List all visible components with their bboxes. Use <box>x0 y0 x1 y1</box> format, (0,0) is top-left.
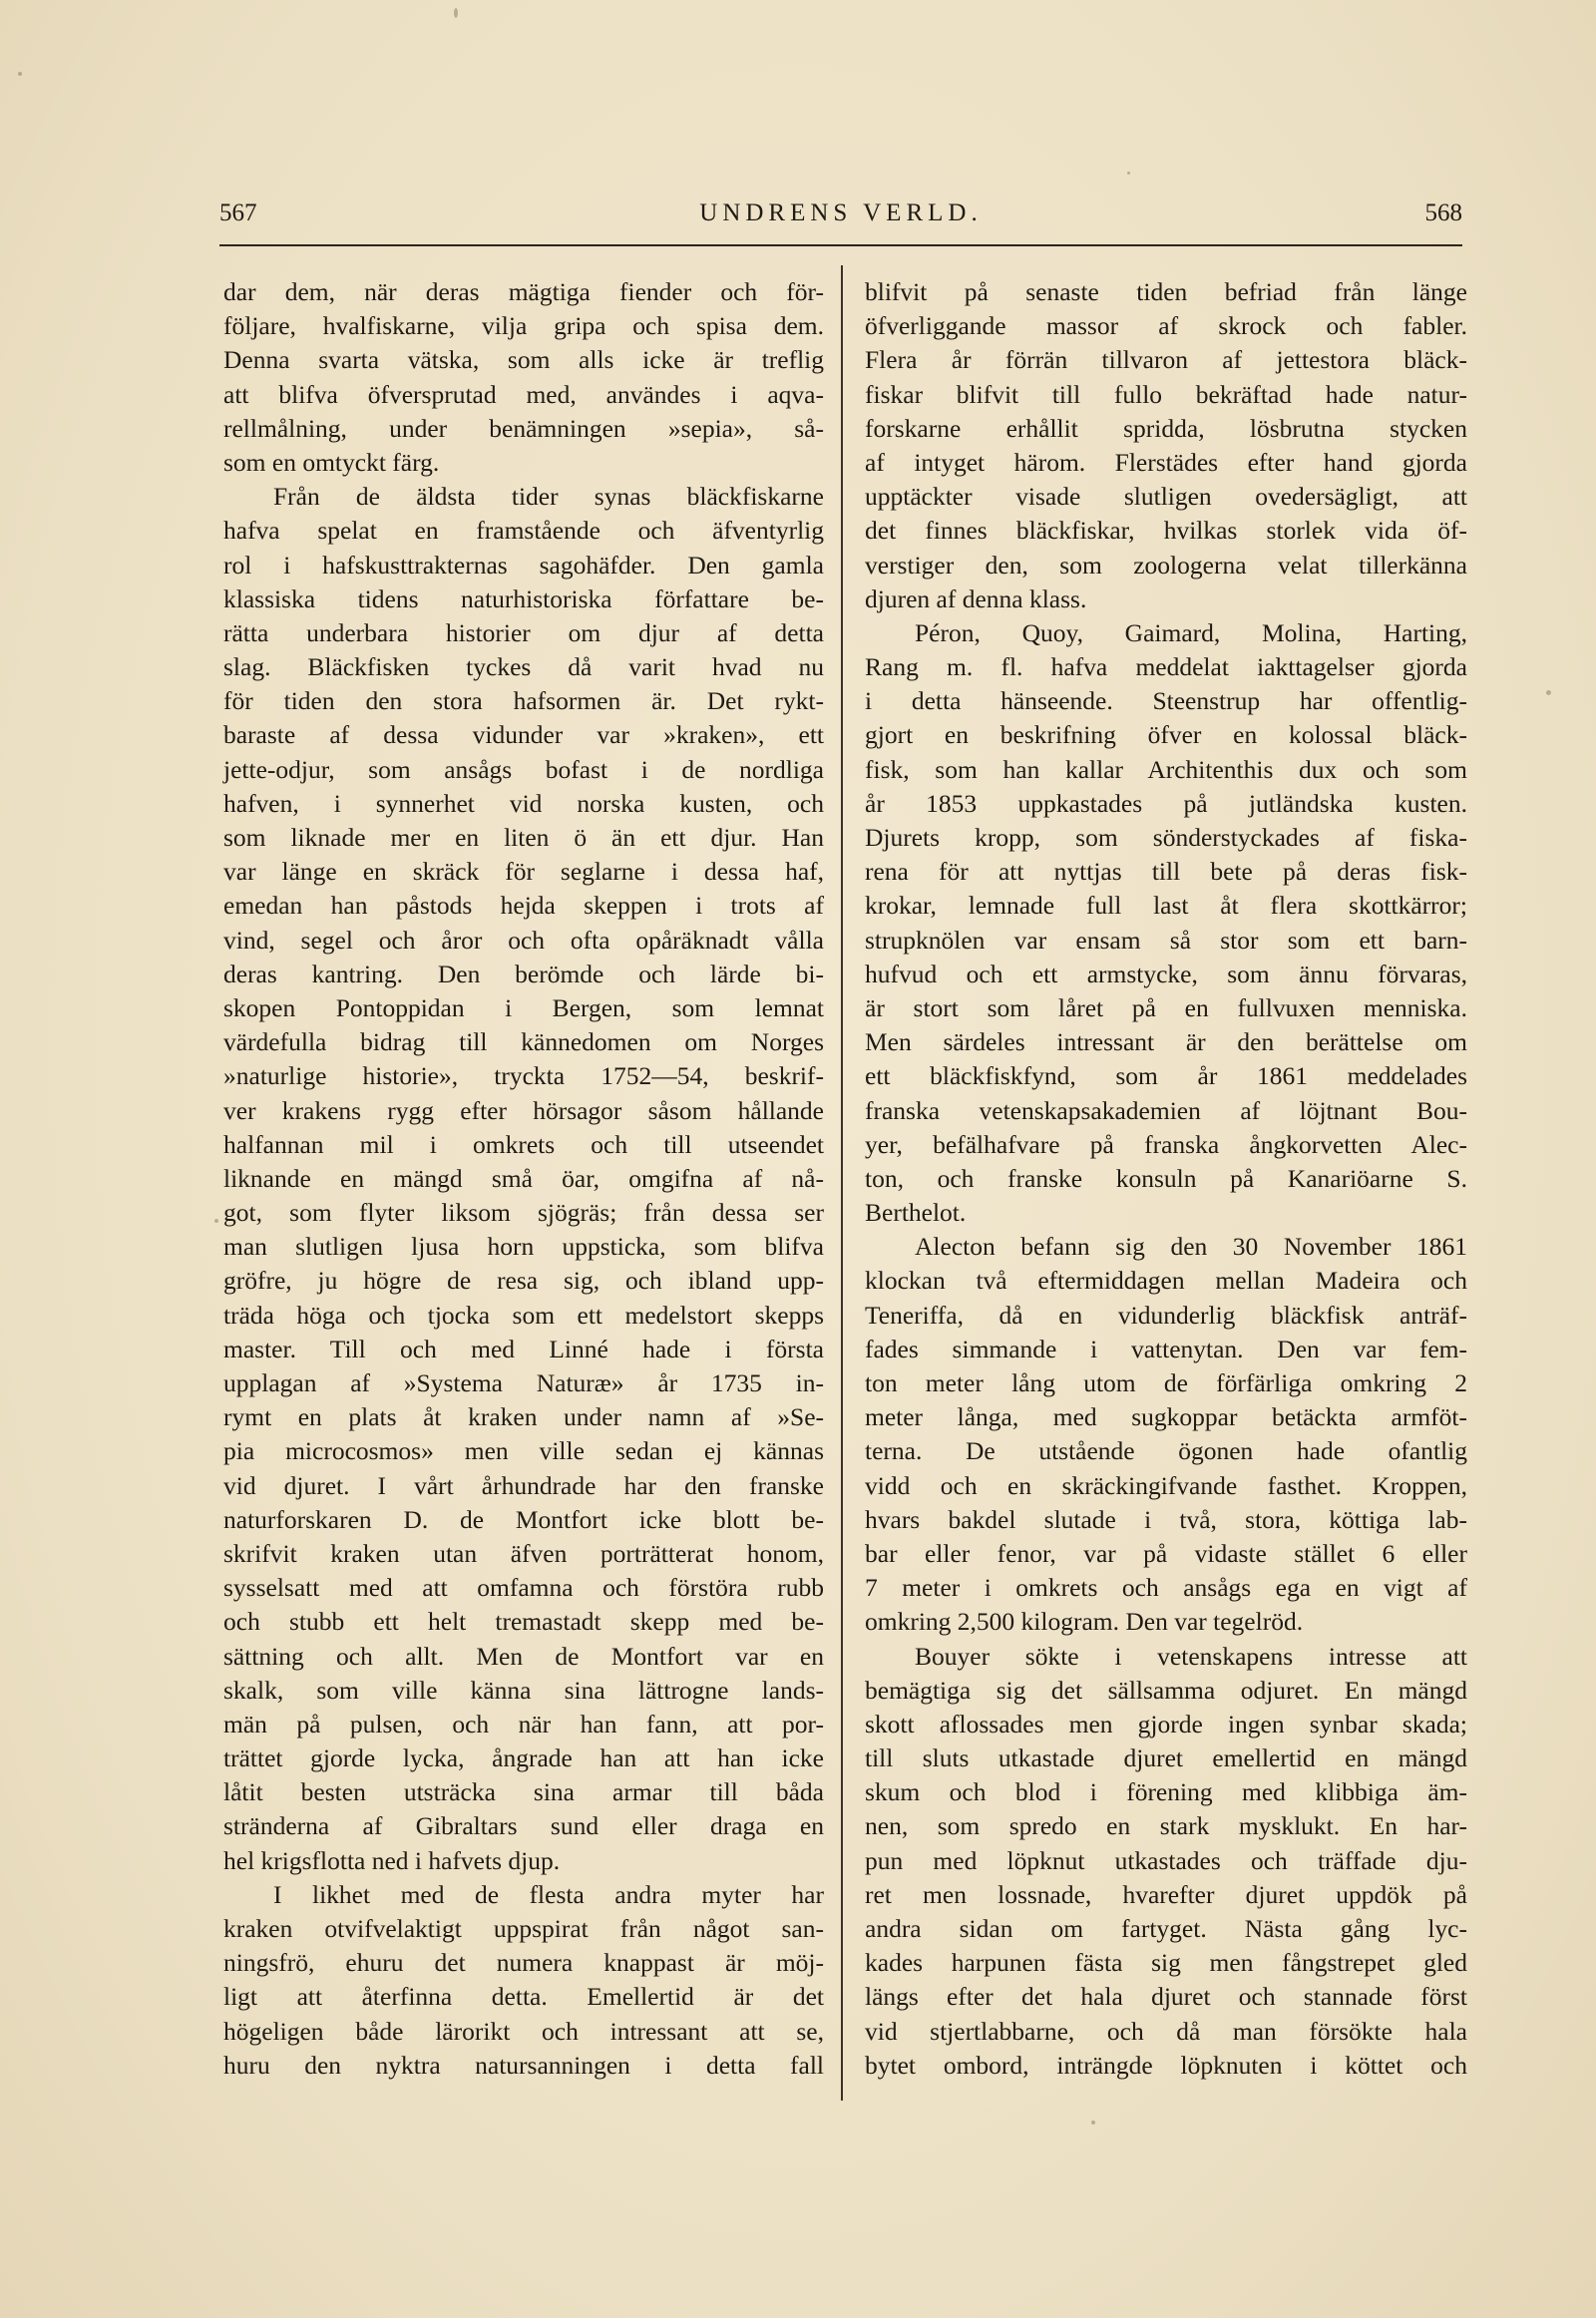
text-line: strupknölen var ensam så stor som ett barn- <box>865 925 1467 955</box>
text-line: rätta underbara historier om djur af detta <box>223 617 824 647</box>
paper-speck <box>1546 690 1551 695</box>
text-line: huru den nyktra natursanningen i detta fall <box>223 2050 824 2080</box>
text-line: got, som flyter liksom sjögräs; från dessa ser <box>223 1198 824 1228</box>
text-line: Rang m. fl. hafva meddelat iakttagelser gjorda <box>865 652 1467 682</box>
text-line: trättet gjorde lycka, ångrade han att han icke <box>223 1743 824 1773</box>
text-line: pun med löpknut utkastades och träffade dju- <box>865 1845 1467 1875</box>
text-line: klassiska tidens naturhistoriska författare be- <box>223 583 824 613</box>
text-line: Djurets kropp, som sönderstyckades af fiska- <box>865 823 1467 852</box>
text-line: det finnes bläckfiskar, hvilkas storlek vida öf- <box>865 516 1467 546</box>
text-line: bar eller fenor, var på vidaste stället 6 eller <box>865 1538 1467 1568</box>
text-line: högeligen både lärorikt och intressant att se, <box>223 2016 824 2046</box>
text-line: hafva spelat en framstående och äfventyrlig <box>223 516 824 546</box>
text-line: som liknade mer en liten ö än ett djur. Han <box>223 823 824 852</box>
text-line: baraste af dessa vidunder var »kraken», ett <box>223 720 824 750</box>
page-number-right: 568 <box>1424 199 1462 226</box>
text-line: rol i hafskusttrakternas sagohäfder. Den gamla <box>223 550 824 580</box>
text-line: fades simmande i vattenytan. Den var fem- <box>865 1334 1467 1363</box>
page-header <box>219 199 1462 239</box>
text-line: och stubb ett helt tremastadt skepp med be- <box>223 1607 824 1637</box>
text-line: ningsfrö, ehuru det numera knappast är möj- <box>223 1948 824 1978</box>
text-line: vid djuret. I vårt århundrade har den franske <box>223 1470 824 1500</box>
text-line: skalk, som ville känna sina lättrogne lands- <box>223 1675 824 1705</box>
text-line: var länge en skräck för seglarne i dessa haf, <box>223 857 824 887</box>
text-line: som en omtyckt färg. <box>223 447 440 477</box>
text-line: Teneriffa, då en vidunderlig bläckfisk anträf- <box>865 1300 1467 1330</box>
text-line: till sluts utkastade djuret emellertid en mängd <box>865 1743 1467 1773</box>
text-line: rellmålning, under benämningen »sepia», så- <box>223 413 824 443</box>
text-line: skopen Pontoppidan i Bergen, som lemnat <box>223 992 824 1022</box>
paper-speck <box>454 8 458 18</box>
text-line: hvars bakdel slutade i två, stora, köttiga lab- <box>865 1504 1467 1534</box>
text-line: är stort som låret på en fullvuxen menniska. <box>865 992 1467 1022</box>
text-line: Från de äldsta tider synas bläckfiskarne <box>273 482 824 512</box>
text-line: skrifvit kraken utan äfven porträtterat honom, <box>223 1538 824 1568</box>
text-line: meter långa, med sugkoppar betäckta armföt- <box>865 1402 1467 1432</box>
text-line: »naturlige historie», tryckta 1752—54, beskrif- <box>223 1061 824 1091</box>
paper-speck <box>214 1219 218 1223</box>
text-line: hufvud och ett armstycke, som ännu förvaras, <box>865 959 1467 988</box>
text-line: träda höga och tjocka som ett medelstort skepps <box>223 1300 824 1330</box>
text-line: kades harpunen fästa sig men fångstrepet gled <box>865 1948 1467 1978</box>
text-line: Péron, Quoy, Gaimard, Molina, Harting, <box>915 617 1467 647</box>
text-line: ton, och franske konsuln på Kanariöarne S. <box>865 1163 1467 1193</box>
text-line: blifvit på senaste tiden befriad från länge <box>865 277 1467 306</box>
text-line: jette-odjur, som ansågs bofast i de nordliga <box>223 754 824 784</box>
text-line: fiskar blifvit till fullo bekräftad hade natur- <box>865 379 1467 409</box>
page-number-left: 567 <box>219 199 257 226</box>
text-line: sysselsatt med att omfamna och förstöra rubb <box>223 1573 824 1603</box>
text-line: Denna svarta vätska, som alls icke är treflig <box>223 345 824 375</box>
left-column <box>223 275 824 2083</box>
text-line: verstiger den, som zoologerna velat tillerkänna <box>865 550 1467 580</box>
text-line: andra sidan om fartyget. Nästa gång lyc- <box>865 1914 1467 1943</box>
text-line: bemägtiga sig det sällsamma odjuret. En mängd <box>865 1675 1467 1705</box>
text-line: ett bläckfiskfynd, som år 1861 meddelades <box>865 1061 1467 1091</box>
text-line: upptäckter visade slutligen ovedersägligt, att <box>865 482 1467 512</box>
text-line: franska vetenskapsakademien af löjtnant Bou- <box>865 1095 1467 1125</box>
paper-speck <box>18 72 22 76</box>
text-line: naturforskaren D. de Montfort icke blott be- <box>223 1504 824 1534</box>
text-line: ver krakens rygg efter hörsagor såsom hållande <box>223 1095 824 1125</box>
column-divider <box>841 265 843 2101</box>
text-line: krokar, lemnade full last åt flera skottkärror; <box>865 891 1467 921</box>
text-line: längs efter det hala djuret och stannade först <box>865 1982 1467 2012</box>
text-line: vid stjertlabbarne, och då man försökte hala <box>865 2016 1467 2046</box>
text-line: Berthelot. <box>865 1198 967 1228</box>
text-line: Alecton befann sig den 30 November 1861 <box>915 1232 1467 1262</box>
text-line: sättning och allt. Men de Montfort var en <box>223 1641 824 1671</box>
text-line: omkring 2,500 kilogram. Den var tegelröd. <box>865 1607 1304 1637</box>
text-line: terna. De utstående ögonen hade ofantlig <box>865 1436 1467 1466</box>
text-line: bytet ombord, inträngde löpknuten i köttet och <box>865 2050 1467 2080</box>
text-line: hel krigsflotta ned i hafvets djup. <box>223 1845 561 1875</box>
text-line: nen, som spredo en stark mysklukt. En har- <box>865 1811 1467 1841</box>
text-line: män på pulsen, och när han fann, att por- <box>223 1709 824 1738</box>
text-line: halfannan mil i omkrets och till utseendet <box>223 1129 824 1159</box>
text-line: I likhet med de flesta andra myter har <box>273 1879 824 1909</box>
text-line: vind, segel och åror och ofta opåräknadt vålla <box>223 925 824 955</box>
text-line: djuren af denna klass. <box>865 583 1087 613</box>
text-line: skott aflossades men gjorde ingen synbar skada; <box>865 1709 1467 1738</box>
header-rule <box>219 244 1462 246</box>
text-line: upplagan af »Systema Naturæ» år 1735 in- <box>223 1368 824 1397</box>
text-line: fisk, som han kallar Architenthis dux och som <box>865 754 1467 784</box>
paper-speck <box>1127 172 1130 175</box>
text-line: i detta hänseende. Steenstrup har offentlig- <box>865 686 1467 716</box>
text-line: följare, hvalfiskarne, vilja gripa och spisa dem. <box>223 311 824 341</box>
text-line: master. Till och med Linné hade i första <box>223 1334 824 1363</box>
text-line: för tiden den stora hafsormen är. Det rykt- <box>223 686 824 716</box>
text-line: Flera år förrän tillvaron af jettestora bläck- <box>865 345 1467 375</box>
text-line: öfverliggande massor af skrock och fabler. <box>865 311 1467 341</box>
text-line: rena för att nyttjas till bete på deras fisk- <box>865 857 1467 887</box>
text-line: slag. Bläckfisken tyckes då varit hvad nu <box>223 652 824 682</box>
text-line: värdefulla bidrag till kännedomen om Norges <box>223 1027 824 1057</box>
text-line: att blifva öfversprutad med, användes i aqva- <box>223 379 824 409</box>
text-line: vidd och en skräckingifvande fasthet. Kroppen, <box>865 1470 1467 1500</box>
text-line: pia microcosmos» men ville sedan ej kännas <box>223 1436 824 1466</box>
text-line: dar dem, när deras mägtiga fiender och för- <box>223 277 824 306</box>
text-line: ret men lossnade, hvarefter djuret uppdök på <box>865 1879 1467 1909</box>
text-line: ton meter lång utom de förfärliga omkring 2 <box>865 1368 1467 1397</box>
running-title: UNDRENS VERLD. <box>699 199 983 226</box>
text-line: år 1853 uppkastades på jutländska kusten. <box>865 788 1467 818</box>
text-line: ligt att återfinna detta. Emellertid är det <box>223 1982 824 2012</box>
text-line: af intyget härom. Flerstädes efter hand gjorda <box>865 447 1467 477</box>
text-line: rymt en plats åt kraken under namn af »Se- <box>223 1402 824 1432</box>
text-line: stränderna af Gibraltars sund eller draga en <box>223 1811 824 1841</box>
text-line: klockan två eftermiddagen mellan Madeira och <box>865 1266 1467 1296</box>
text-line: låtit besten utsträcka sina armar till båda <box>223 1777 824 1807</box>
text-line: Bouyer sökte i vetenskapens intresse att <box>915 1641 1467 1671</box>
right-column <box>865 275 1467 2083</box>
text-line: emedan han påstods hejda skeppen i trots af <box>223 891 824 921</box>
text-line: man slutligen ljusa horn uppsticka, som blifva <box>223 1232 824 1262</box>
text-line: skum och blod i förening med klibbiga äm- <box>865 1777 1467 1807</box>
paper-speck <box>1091 2121 1095 2125</box>
text-line: Men särdeles intressant är den berättelse om <box>865 1027 1467 1057</box>
text-line: liknande en mängd små öar, omgifna af nå- <box>223 1163 824 1193</box>
text-line: gröfre, ju högre de resa sig, och ibland upp- <box>223 1266 824 1296</box>
text-line: kraken otvifvelaktigt uppspirat från något san- <box>223 1914 824 1943</box>
text-line: gjort en beskrifning öfver en kolossal bläck- <box>865 720 1467 750</box>
text-line: yer, befälhafvare på franska ångkorvetten Alec- <box>865 1129 1467 1159</box>
text-line: hafven, i synnerhet vid norska kusten, och <box>223 788 824 818</box>
text-line: deras kantring. Den berömde och lärde bi- <box>223 959 824 988</box>
text-line: forskarne erhållit spridda, lösbrutna stycken <box>865 413 1467 443</box>
text-line: 7 meter i omkrets och ansågs ega en vigt af <box>865 1573 1467 1603</box>
